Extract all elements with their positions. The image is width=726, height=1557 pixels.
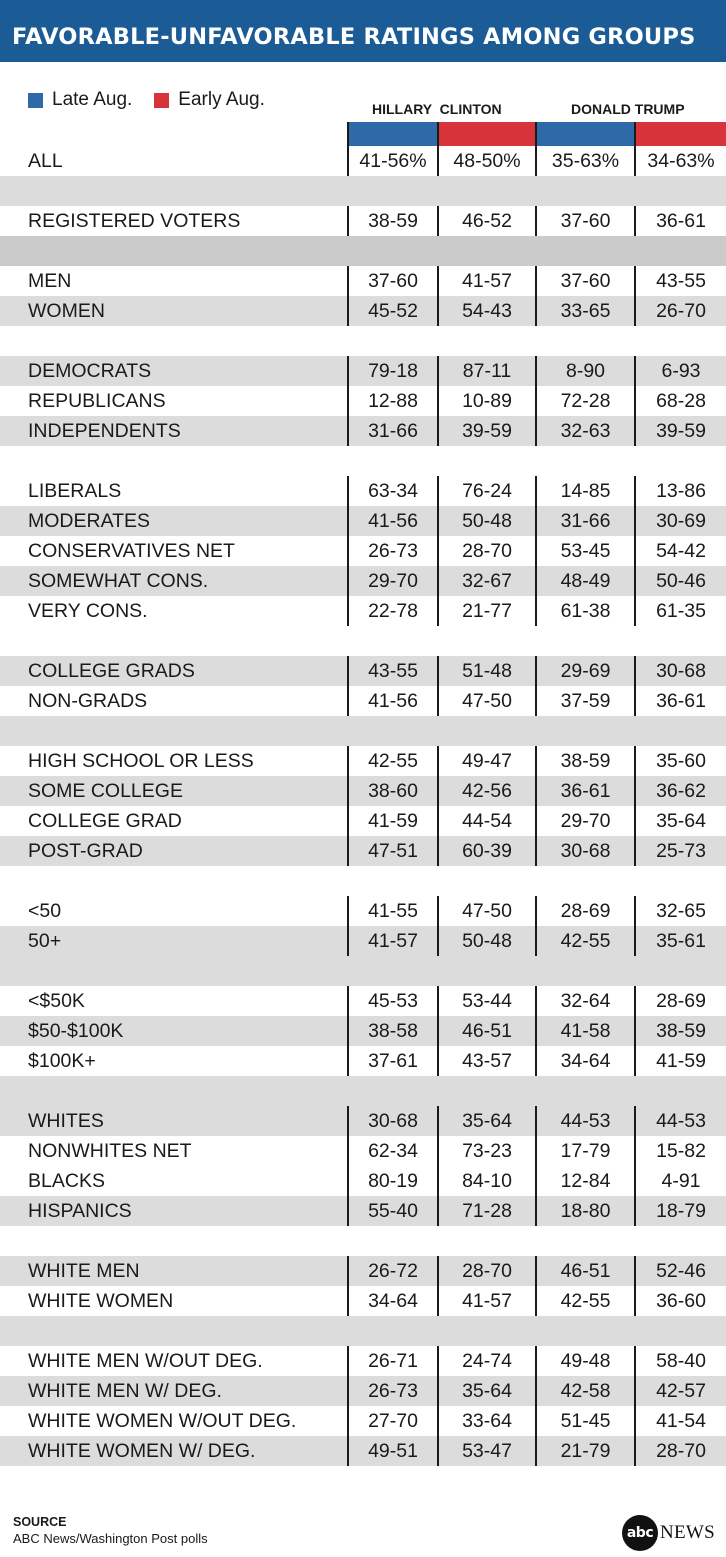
table-row: [0, 1376, 726, 1406]
table-cell: 46-51: [462, 1020, 512, 1042]
table-cell: 50-48: [462, 510, 512, 532]
table-cell: 28-69: [656, 990, 706, 1012]
table-row: [0, 386, 726, 416]
column-bar-clinton-early: [438, 122, 536, 146]
row-label: ALL: [28, 150, 63, 172]
row-label: WHITE WOMEN W/ DEG.: [28, 1440, 256, 1462]
table-row: [0, 146, 726, 176]
table-cell: 38-60: [368, 780, 418, 802]
table-cell: 50-48: [462, 930, 512, 952]
table-row: [0, 566, 726, 596]
table-cell: 12-88: [368, 390, 418, 412]
table-row: [0, 206, 726, 236]
table-cell: 28-70: [656, 1440, 706, 1462]
row-label: NON-GRADS: [28, 690, 148, 712]
row-label: WHITES: [28, 1110, 104, 1132]
table-cell: 37-60: [560, 270, 611, 292]
row-label: <50: [28, 900, 62, 922]
table-cell: 41-59: [368, 810, 418, 832]
table-cell: 44-53: [656, 1110, 706, 1132]
abc-logo-text: NEWS: [660, 1522, 716, 1543]
table-cell: 36-61: [560, 780, 611, 802]
table-row: [0, 1406, 726, 1436]
table-cell: 51-48: [462, 660, 512, 682]
table-row: [0, 536, 726, 566]
row-label: INDEPENDENTS: [28, 420, 181, 442]
table-cell: 41-58: [560, 1020, 611, 1042]
table-cell: 62-34: [368, 1140, 418, 1162]
table-cell: 29-70: [368, 570, 418, 592]
row-label: MODERATES: [28, 510, 151, 532]
table-cell: 28-70: [462, 1260, 512, 1282]
row-label: WHITE WOMEN: [28, 1290, 174, 1312]
table-cell: 41-57: [462, 1290, 512, 1312]
table-cell: 54-43: [462, 300, 512, 322]
row-label: MEN: [28, 270, 72, 292]
abc-logo-disc: abc: [622, 1515, 658, 1551]
table-cell: 36-61: [656, 210, 706, 232]
table-cell: 24-74: [462, 1350, 512, 1372]
table-cell: 48-50%: [453, 150, 521, 172]
table-cell: 35-64: [656, 810, 706, 832]
group-spacer: [0, 236, 726, 266]
row-label: WHITE MEN W/ DEG.: [28, 1380, 222, 1402]
row-label: WHITE WOMEN W/OUT DEG.: [28, 1410, 297, 1432]
legend-item-late-aug: [28, 89, 132, 111]
table-cell: 17-79: [560, 1140, 611, 1162]
table-cell: 41-57: [368, 930, 418, 952]
table-cell: 26-73: [368, 1380, 418, 1402]
table-cell: 35-64: [462, 1110, 512, 1132]
row-label: WHITE MEN W/OUT DEG.: [28, 1350, 263, 1372]
table-cell: 60-39: [462, 840, 512, 862]
candidate-label-trump: DONALD TRUMP: [571, 101, 685, 117]
table-row: [0, 1196, 726, 1226]
table-cell: 30-68: [656, 660, 706, 682]
table-cell: 29-69: [560, 660, 611, 682]
row-label: $50-$100K: [28, 1020, 124, 1042]
table-cell: 42-55: [560, 1290, 611, 1312]
row-label: REGISTERED VOTERS: [28, 210, 241, 232]
table-cell: 31-66: [368, 420, 418, 442]
table-cell: 39-59: [462, 420, 512, 442]
row-label: CONSERVATIVES NET: [28, 540, 235, 562]
table-row: [0, 476, 726, 506]
legend-label-late-aug: Late Aug.: [52, 89, 133, 110]
table-row: [0, 926, 726, 956]
table-cell: 68-28: [656, 390, 706, 412]
table-row: [0, 266, 726, 296]
table-cell: 46-51: [560, 1260, 611, 1282]
table-cell: 34-64: [560, 1050, 611, 1072]
table-cell: 30-69: [656, 510, 706, 532]
group-spacer: [0, 176, 726, 206]
table-row: [0, 296, 726, 326]
table-cell: 84-10: [462, 1170, 512, 1192]
table-cell: 18-79: [656, 1200, 706, 1222]
table-cell: 61-38: [560, 600, 611, 622]
table-row: [0, 1016, 726, 1046]
table-row: [0, 686, 726, 716]
table-cell: 42-55: [560, 930, 611, 952]
table-row: [0, 596, 726, 626]
table-row: [0, 1286, 726, 1316]
table-cell: 58-40: [656, 1350, 706, 1372]
table-cell: 44-53: [560, 1110, 611, 1132]
table-cell: 43-55: [368, 660, 418, 682]
table-cell: 48-49: [560, 570, 611, 592]
legend-item-early-aug: [154, 89, 265, 111]
row-label: DEMOCRATS: [28, 360, 152, 382]
table-cell: 21-77: [462, 600, 512, 622]
row-label: 50+: [28, 930, 62, 952]
table-row: [0, 1166, 726, 1196]
table-cell: 36-62: [656, 780, 706, 802]
table-cell: 42-57: [656, 1380, 706, 1402]
table-cell: 38-59: [560, 750, 611, 772]
table-cell: 29-70: [560, 810, 611, 832]
table-row: [0, 1436, 726, 1466]
table-cell: 32-67: [462, 570, 512, 592]
table-cell: 46-52: [462, 210, 512, 232]
column-bar-trump-late: [536, 122, 635, 146]
table-cell: 42-55: [368, 750, 418, 772]
row-label: WHITE MEN: [28, 1260, 140, 1282]
row-label: REPUBLICANS: [28, 390, 166, 412]
table-cell: 22-78: [368, 600, 418, 622]
chart-title: FAVORABLE-UNFAVORABLE RATINGS AMONG GROUPS: [0, 0, 726, 74]
table-cell: 54-42: [656, 540, 706, 562]
table-cell: 33-64: [462, 1410, 512, 1432]
table-cell: 41-55: [368, 900, 418, 922]
row-label: POST-GRAD: [28, 840, 143, 862]
source-text: ABC News/Washington Post polls: [13, 1531, 208, 1546]
table-cell: 41-57: [462, 270, 512, 292]
table-cell: 50-46: [656, 570, 706, 592]
table-cell: 41-56%: [359, 150, 427, 172]
row-label: VERY CONS.: [28, 600, 148, 622]
row-label: WOMEN: [28, 300, 105, 322]
table-cell: 38-59: [368, 210, 418, 232]
table-cell: 10-89: [462, 390, 512, 412]
table-cell: 4-91: [661, 1170, 701, 1192]
row-label: SOME COLLEGE: [28, 780, 183, 802]
legend-swatch-early-aug: [154, 93, 169, 108]
row-label: HIGH SCHOOL OR LESS: [28, 750, 254, 772]
table-cell: 35-64: [462, 1380, 512, 1402]
column-bar-trump-early: [635, 122, 726, 146]
row-label: HISPANICS: [28, 1200, 132, 1222]
table-cell: 14-85: [560, 480, 611, 502]
table-cell: 76-24: [462, 480, 512, 502]
table-cell: 39-59: [656, 420, 706, 442]
table-cell: 34-64: [368, 1290, 418, 1312]
table-row: [0, 836, 726, 866]
table-cell: 33-65: [560, 300, 611, 322]
table-cell: 41-56: [368, 510, 418, 532]
row-label: COLLEGE GRADS: [28, 660, 195, 682]
group-spacer: [0, 1076, 726, 1106]
row-label: $100K+: [28, 1050, 96, 1072]
table-row: [0, 1046, 726, 1076]
table-cell: 49-48: [560, 1350, 611, 1372]
table-cell: 15-82: [656, 1140, 706, 1162]
row-label: COLLEGE GRAD: [28, 810, 182, 832]
table-cell: 43-57: [462, 1050, 512, 1072]
table-cell: 53-44: [462, 990, 512, 1012]
table-row: [0, 1346, 726, 1376]
table-cell: 44-54: [462, 810, 512, 832]
group-spacer: [0, 716, 726, 746]
table-row: [0, 1256, 726, 1286]
table-cell: 37-59: [560, 690, 611, 712]
table-cell: 43-55: [656, 270, 706, 292]
source-title: SOURCE: [13, 1515, 67, 1529]
table-cell: 32-64: [560, 990, 611, 1012]
table-cell: 72-28: [560, 390, 611, 412]
table-cell: 36-61: [656, 690, 706, 712]
table-cell: 47-51: [368, 840, 418, 862]
table-cell: 35-60: [656, 750, 706, 772]
table-cell: 42-56: [462, 780, 512, 802]
table-cell: 38-59: [656, 1020, 706, 1042]
row-label: BLACKS: [28, 1170, 105, 1192]
row-label: NONWHITES NET: [28, 1140, 192, 1162]
table-row: [0, 896, 726, 926]
table-cell: 41-54: [656, 1410, 706, 1432]
table-cell: 36-60: [656, 1290, 706, 1312]
table-cell: 49-51: [368, 1440, 418, 1462]
table-row: [0, 986, 726, 1016]
table-cell: 31-66: [560, 510, 611, 532]
table-row: [0, 506, 726, 536]
table-cell: 79-18: [368, 360, 418, 382]
table-cell: 32-65: [656, 900, 706, 922]
table-cell: 37-60: [560, 210, 611, 232]
table-cell: 73-23: [462, 1140, 512, 1162]
source-note: [13, 1515, 208, 1547]
table-cell: 30-68: [368, 1110, 418, 1132]
table-cell: 45-52: [368, 300, 418, 322]
table-cell: 37-61: [368, 1050, 418, 1072]
table-row: [0, 806, 726, 836]
table-cell: 13-86: [656, 480, 706, 502]
row-label: LIBERALS: [28, 480, 122, 502]
table-row: [0, 1106, 726, 1136]
table-cell: 51-45: [560, 1410, 611, 1432]
table-cell: 71-28: [462, 1200, 512, 1222]
table-cell: 47-50: [462, 690, 512, 712]
table-cell: 26-71: [368, 1350, 418, 1372]
table-cell: 35-61: [656, 930, 706, 952]
table-cell: 55-40: [368, 1200, 418, 1222]
table-row: [0, 356, 726, 386]
table-row: [0, 746, 726, 776]
table-row: [0, 416, 726, 446]
column-bar-clinton-late: [349, 122, 438, 146]
table-cell: 26-70: [656, 300, 706, 322]
table-cell: 41-56: [368, 690, 418, 712]
table-cell: 87-11: [462, 360, 512, 382]
table-row: [0, 776, 726, 806]
table-row: [0, 656, 726, 686]
group-spacer: [0, 1316, 726, 1346]
table-cell: 37-60: [368, 270, 418, 292]
table-cell: 30-68: [560, 840, 611, 862]
table-cell: 49-47: [462, 750, 512, 772]
table-cell: 80-19: [368, 1170, 418, 1192]
table-cell: 18-80: [560, 1200, 611, 1222]
legend-label-early-aug: Early Aug.: [178, 89, 265, 110]
group-spacer: [0, 956, 726, 986]
table-cell: 53-45: [560, 540, 611, 562]
table-cell: 42-58: [560, 1380, 611, 1402]
table-cell: 28-70: [462, 540, 512, 562]
table-cell: 12-84: [560, 1170, 611, 1192]
candidate-label-clinton: HILLARY CLINTON: [372, 101, 502, 117]
legend: [28, 88, 287, 112]
table-cell: 25-73: [656, 840, 706, 862]
table-cell: 6-93: [661, 360, 701, 382]
table-cell: 8-90: [565, 360, 606, 382]
table-cell: 21-79: [560, 1440, 611, 1462]
table-cell: 47-50: [462, 900, 512, 922]
table-cell: 28-69: [560, 900, 611, 922]
table-cell: 27-70: [368, 1410, 418, 1432]
table-cell: 45-53: [368, 990, 418, 1012]
table-cell: 26-73: [368, 540, 418, 562]
legend-swatch-late-aug: [28, 93, 43, 108]
table-cell: 61-35: [656, 600, 706, 622]
table-row: [0, 1136, 726, 1166]
table-cell: 26-72: [368, 1260, 418, 1282]
table-cell: 32-63: [560, 420, 611, 442]
row-label: <$50K: [28, 990, 85, 1012]
table-cell: 34-63%: [647, 150, 715, 172]
table-cell: 35-63%: [551, 150, 620, 172]
table-cell: 63-34: [368, 480, 418, 502]
table-cell: 53-47: [462, 1440, 512, 1462]
table-cell: 38-58: [368, 1020, 418, 1042]
table-cell: 52-46: [656, 1260, 706, 1282]
abc-news-logo: [622, 1514, 715, 1552]
row-label: SOMEWHAT CONS.: [28, 570, 209, 592]
table-cell: 41-59: [656, 1050, 706, 1072]
